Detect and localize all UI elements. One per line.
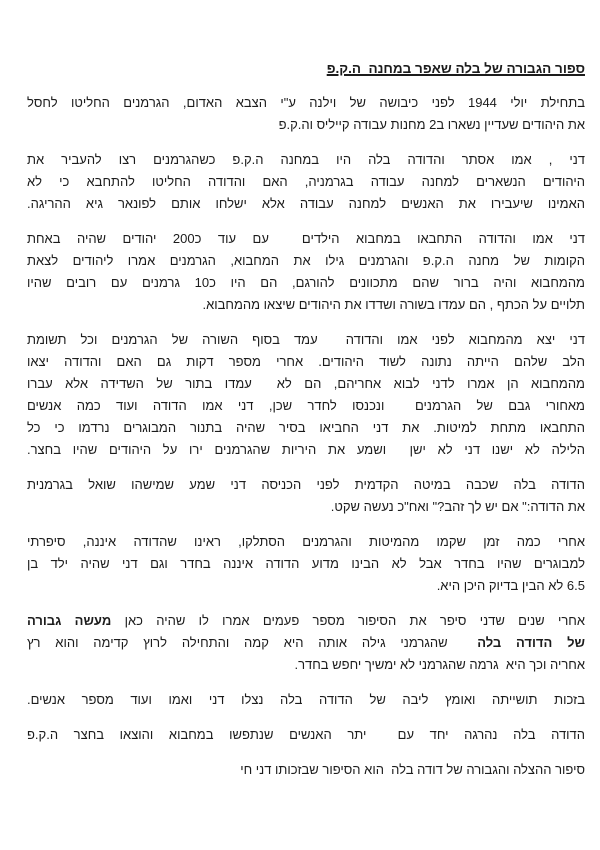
text-line: את הדודה:" אם יש לך זהב?" ואח"כ נעשה שקט. (330, 499, 585, 514)
text-line: מהמחבוא והיה ברור שהם מתכוונים להורגם, הם היו כ10 גרמנים עם רובים שהיו (27, 275, 585, 290)
text-line: הלילה לא ישנו דני לא ישן ושמע את היריות שהגרמנים ירו על היהודים שהיו בחצר. (27, 442, 585, 457)
document-title: ספור הגבורה של בלה שאפר במחנה ה.ק.פ (326, 61, 585, 76)
text-line: האמינו שיעבירו את האנשים למחנה עבודה אלא ישלחו אותם לפונאר גיא ההריגה. (27, 196, 585, 211)
text-line: הלב שלהם הייתה נתונה לשוד היהודים. אחרי מספר דקות גם האם והדודה יצאו (27, 354, 585, 369)
text-line: היהודים הנשארים למחנה עבודה בגרמניה, האם והדודה החליטו להתחבא כי לא (27, 174, 585, 189)
document-body (27, 92, 585, 781)
text-line: דני אמו והדודה התחבאו במחבוא הילדים עם עוד כ200 יהודים שהיה באחת (27, 231, 585, 246)
text-line: את היהודים שעדיין נשארו ב2 מחנות עבודה קייליס וה.ק.פ (278, 117, 585, 132)
text-line: למבוגרים שהיו בחדר אבל לא הבינו מדוע הדודה איננה בחדר וגם דני שהיה ילד בן (27, 556, 585, 571)
paragraph (27, 531, 585, 597)
paragraph (27, 724, 585, 746)
text-line: תלויים על הכתף , הם עמדו בשורה ושדדו את היהודים שיצאו מהמחבוא. (202, 297, 585, 312)
text-line: 6.5 לא הבין בדיוק היכן היא. (436, 578, 585, 593)
text-line: דני יצא מהמחבוא לפני אמו והדודה עמד בסוף השורה של הגרמנים וכל תשומת (27, 332, 585, 347)
text-line: בתחילת יולי 1944 לפני כיבושה של וילנה ע"י הצבא האדום, הגרמנים החליטו לחסל (27, 95, 585, 110)
text-line: של הדודה בלה שהגרמני גילה אותה היא קמה והתחילה לרוץ קדימה והוא רץ (27, 635, 585, 650)
paragraph (27, 474, 585, 518)
text-line: דני , אמו אסתר והדודה בלה היו במחנה ה.ק.פ כשהגרמנים רצו להעביר את (27, 152, 585, 167)
text-line: מהמחבוא הן אמרו לדני לבוא אחריהם, הם לא עמדו בתור של השדידה אלא עברו (27, 376, 585, 391)
paragraph (27, 329, 585, 461)
paragraph (27, 149, 585, 215)
paragraph (27, 92, 585, 136)
text-line: הקומות של מחנה ה.ק.פ והגרמנים גילו את המחבוא, הגרמנים אמרו ליהודים לצאת (27, 253, 585, 268)
text-line: בזכות תושייתה ואומץ ליבה של הדודה בלה נצלו דני ואמו ועוד מספר אנשים. (27, 692, 585, 707)
text-line: הדודה בלה שכבה במיטה הקדמית לפני הכניסה דני שמע שמישהו שואל בגרמנית (27, 477, 585, 492)
paragraph (27, 689, 585, 711)
paragraph (27, 610, 585, 676)
text-line: אחריה וכך היא גרמה שהגרמני לא ימשיך יחפש בחדר. (294, 657, 585, 672)
text-line: אחרי כמה זמן שקמו מהמיטות והגרמנים הסתלקו, ראינו שהדודה איננה, סיפרתי (27, 534, 585, 549)
text-line: מאחורי גבם של הגרמנים ונכנסו לחדר שכן, דני אמו הדודה ועוד כמה אנשים (27, 398, 585, 413)
text-line: אחרי שנים שדני סיפר את הסיפור מספר פעמים אמרו לו שהיה כאן מעשה גבורה (27, 613, 585, 628)
text-line: סיפור ההצלה והגבורה של דודה בלה הוא הסיפור שבזכותו דני חי (240, 762, 585, 777)
text-line: הדודה בלה נהרגה יחד עם יתר האנשים שנתפשו במחבוא והוצאו בחצר ה.ק.פ (27, 727, 585, 742)
paragraph (27, 228, 585, 316)
text-line: התחבאו מתחת למיטות. את דני החביאו בסיר שהיה בתנור המבוגרים נרדמו כי כל (27, 420, 585, 435)
paragraph (27, 759, 585, 781)
